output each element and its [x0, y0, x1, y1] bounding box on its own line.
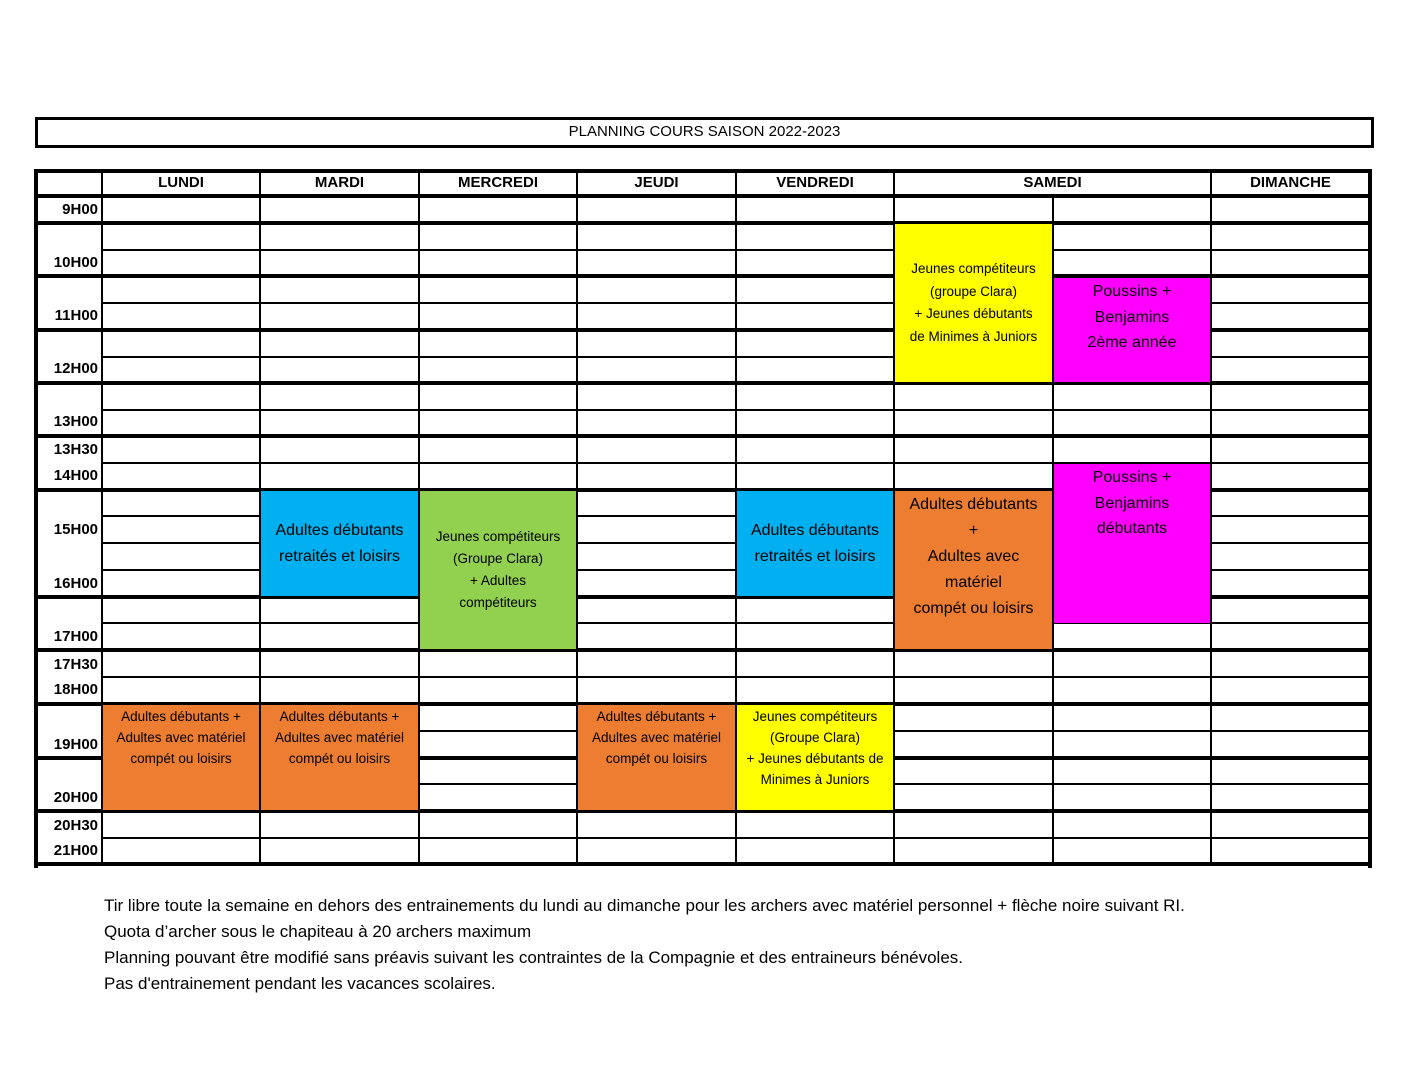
grid-cell — [894, 677, 1053, 704]
grid-cell — [736, 303, 894, 330]
grid-cell — [1053, 410, 1211, 437]
grid-cell — [102, 677, 260, 704]
class-block-text: Adultes débutants retraités et loisirs — [750, 521, 880, 565]
grid-cell — [577, 623, 736, 650]
grid-cell — [1211, 384, 1370, 410]
grid-cell — [419, 758, 577, 784]
grid-cell — [260, 330, 419, 357]
grid-cell — [419, 196, 577, 223]
class-block-text: Jeunes compétiteurs (groupe Clara) + Jeunes débutants de Minimes à Juniors — [909, 261, 1038, 344]
grid-cell — [577, 570, 736, 597]
class-block-text: Adultes débutants + Adultes avec matériel compét ou loisirs — [591, 709, 722, 766]
time-label: 11H00 — [54, 307, 98, 324]
notes-section — [104, 893, 1185, 997]
grid-cell — [577, 223, 736, 250]
note-line: Planning pouvant être modifié sans préavis suivant les contraintes de la Compagnie et des entraineurs bénévoles. — [104, 948, 964, 967]
grid-cell — [102, 543, 260, 570]
grid-cell — [419, 704, 577, 731]
grid-cell — [102, 838, 260, 864]
grid-cell — [894, 838, 1053, 864]
grid-cell — [577, 303, 736, 330]
grid-cell — [260, 384, 419, 410]
class-block-text: Poussins + Benjamins 2ème année — [1087, 283, 1177, 351]
grid-cell — [102, 277, 260, 303]
class-block-samedi — [894, 223, 1053, 383]
grid-cell — [736, 357, 894, 384]
class-block-text: Adultes débutants + Adultes avec matériel compét ou loisirs — [274, 709, 405, 766]
time-label: 16H00 — [53, 575, 98, 592]
grid-cell — [102, 330, 260, 357]
grid-cell — [577, 677, 736, 704]
grid-cell — [736, 410, 894, 437]
grid-cell — [577, 196, 736, 223]
grid-cell — [577, 277, 736, 303]
class-block-vendredi — [736, 490, 894, 597]
grid-cell — [577, 250, 736, 277]
time-label: 9H00 — [62, 201, 98, 218]
grid-cell — [102, 490, 260, 516]
grid-cell — [1211, 543, 1370, 570]
grid-cell — [736, 384, 894, 410]
grid-cell — [102, 516, 260, 543]
grid-cell — [260, 303, 419, 330]
class-block-mercredi — [419, 490, 577, 650]
grid-cell — [1211, 838, 1370, 864]
grid-cell — [260, 838, 419, 864]
day-header-jeudi: JEUDI — [634, 174, 679, 191]
grid-cell — [1211, 357, 1370, 384]
grid-cell — [102, 811, 260, 838]
grid-cell — [1053, 677, 1211, 704]
class-block-lundi — [102, 704, 260, 811]
grid-cell — [419, 410, 577, 437]
grid-cell — [419, 330, 577, 357]
grid-cell — [736, 623, 894, 650]
grid-cell — [894, 811, 1053, 838]
grid-cell — [894, 650, 1053, 677]
grid-cell — [894, 437, 1053, 463]
grid-cell — [736, 196, 894, 223]
grid-cell — [260, 437, 419, 463]
class-block-text: Adultes débutants + Adultes avec matériel compét ou loisirs — [116, 709, 246, 766]
class-block-text: Poussins + Benjamins débutants — [1092, 469, 1172, 537]
grid-cell — [577, 543, 736, 570]
grid-cell — [102, 303, 260, 330]
grid-cell — [577, 437, 736, 463]
grid-cell — [260, 357, 419, 384]
day-header-vendredi: VENDREDI — [776, 174, 854, 191]
grid-cell — [102, 463, 260, 490]
day-header-mardi: MARDI — [314, 174, 365, 191]
class-block-samedi — [1053, 277, 1211, 383]
grid-cell — [1211, 463, 1370, 490]
time-label: 17H00 — [53, 628, 98, 645]
grid-cell — [419, 357, 577, 384]
grid-cell — [102, 384, 260, 410]
grid-cell — [419, 838, 577, 864]
grid-cell — [1211, 516, 1370, 543]
class-block-text: Jeunes compétiteurs (Groupe Clara) + Jeunes débutants de Minimes à Juniors — [746, 709, 884, 787]
grid-cell — [1053, 811, 1211, 838]
grid-cell — [1211, 303, 1370, 330]
day-header-samedi: SAMEDI — [1023, 174, 1082, 191]
class-block-samedi — [894, 490, 1053, 650]
grid-cell — [102, 357, 260, 384]
row-separator — [34, 434, 1372, 438]
note-line: Pas d'entrainement pendant les vacances scolaires. — [104, 974, 496, 993]
grid-cell — [1211, 250, 1370, 277]
grid-cell — [577, 597, 736, 623]
day-header-mercredi: MERCREDI — [457, 174, 538, 191]
time-label: 15H00 — [53, 521, 98, 538]
time-label: 20H30 — [53, 817, 98, 834]
grid-cell — [102, 437, 260, 463]
class-block-vendredi — [736, 704, 894, 811]
grid-cell — [260, 463, 419, 490]
grid-cell — [577, 330, 736, 357]
grid-cell — [577, 384, 736, 410]
grid-cell — [419, 811, 577, 838]
grid-cell — [419, 731, 577, 758]
grid-cell — [736, 463, 894, 490]
class-block-mardi — [260, 704, 419, 811]
grid-cell — [1053, 731, 1211, 758]
grid-cell — [419, 250, 577, 277]
grid-cell — [102, 196, 260, 223]
day-header-lundi: LUNDI — [158, 174, 204, 191]
grid-cell — [419, 650, 577, 677]
grid-cell — [260, 277, 419, 303]
grid-cell — [102, 650, 260, 677]
grid-cell — [1053, 250, 1211, 277]
grid-cell — [577, 811, 736, 838]
row-separator — [34, 648, 1372, 652]
grid-cell — [736, 650, 894, 677]
grid-cell — [736, 330, 894, 357]
grid-cell — [894, 758, 1053, 784]
grid-cell — [102, 623, 260, 650]
grid-cell — [1053, 704, 1211, 731]
grid-cell — [1053, 223, 1211, 250]
grid-cell — [1211, 784, 1370, 811]
time-label: 20H00 — [53, 789, 98, 806]
grid-cell — [1211, 677, 1370, 704]
grid-cell — [1053, 784, 1211, 811]
grid-cell — [419, 384, 577, 410]
time-label: 19H00 — [53, 736, 98, 753]
grid-cell — [1211, 330, 1370, 357]
grid-cell — [260, 410, 419, 437]
grid-cell — [102, 223, 260, 250]
time-label: 10H00 — [53, 254, 98, 271]
grid-cell — [260, 250, 419, 277]
grid-cell — [1053, 384, 1211, 410]
grid-cell — [1053, 650, 1211, 677]
grid-cell — [577, 410, 736, 437]
grid-cell — [894, 384, 1053, 410]
grid-cell — [1211, 704, 1370, 731]
time-label: 18H00 — [53, 681, 98, 698]
grid-cell — [577, 357, 736, 384]
grid-cell — [736, 277, 894, 303]
grid-cell — [894, 463, 1053, 490]
grid-cell — [102, 570, 260, 597]
grid-cell — [260, 196, 419, 223]
grid-cell — [260, 623, 419, 650]
note-line: Quota d’archer sous le chapiteau à 20 archers maximum — [104, 922, 532, 941]
grid-cell — [1211, 410, 1370, 437]
row-separator — [34, 221, 1372, 225]
row-separator — [34, 862, 1372, 866]
grid-cell — [1211, 811, 1370, 838]
day-header-dimanche: DIMANCHE — [1250, 174, 1331, 191]
grid-cell — [1211, 650, 1370, 677]
grid-cell — [736, 223, 894, 250]
class-block-jeudi — [577, 704, 736, 811]
grid-cell — [736, 250, 894, 277]
note-line: Tir libre toute la semaine en dehors des entrainements du lundi au dimanche pour les archers avec matériel personnel + flèche noire suivant RI. — [104, 896, 1185, 915]
grid-cell — [1211, 570, 1370, 597]
grid-cell — [894, 410, 1053, 437]
time-label: 12H00 — [53, 360, 98, 377]
grid-cell — [1053, 758, 1211, 784]
grid-cell — [577, 490, 736, 516]
grid-cell — [577, 516, 736, 543]
grid-cell — [577, 650, 736, 677]
grid-cell — [419, 463, 577, 490]
grid-cell — [102, 410, 260, 437]
row-separator — [34, 169, 1372, 173]
grid-cell — [1053, 838, 1211, 864]
grid-cell — [260, 597, 419, 623]
grid-cell — [260, 650, 419, 677]
time-label: 13H30 — [53, 441, 98, 458]
grid-cell — [260, 677, 419, 704]
class-block-text: Adultes débutants + Adultes avec matériel compét ou loisirs — [909, 496, 1038, 617]
grid-cell — [419, 223, 577, 250]
grid-cell — [1211, 196, 1370, 223]
grid-cell — [736, 597, 894, 623]
class-block-text: Jeunes compétiteurs (Groupe Clara) + Adultes compétiteurs — [435, 529, 561, 610]
grid-cell — [102, 597, 260, 623]
grid-cell — [736, 437, 894, 463]
grid-cell — [1211, 597, 1370, 623]
grid-cell — [894, 784, 1053, 811]
planning-title: PLANNING COURS SAISON 2022-2023 — [568, 123, 841, 140]
class-block-text: Adultes débutants retraités et loisirs — [275, 521, 404, 565]
time-label: 14H00 — [53, 467, 98, 484]
grid-cell — [894, 731, 1053, 758]
grid-cell — [736, 677, 894, 704]
grid-cell — [1211, 277, 1370, 303]
grid-cell — [1211, 623, 1370, 650]
grid-cell — [419, 303, 577, 330]
grid-cell — [419, 437, 577, 463]
class-block-mardi — [260, 490, 419, 597]
grid-cell — [1211, 490, 1370, 516]
grid-cell — [260, 811, 419, 838]
row-separator — [34, 194, 1372, 198]
grid-cell — [1211, 731, 1370, 758]
grid-cell — [736, 811, 894, 838]
time-label: 13H00 — [53, 413, 98, 430]
grid-cell — [577, 463, 736, 490]
grid-cell — [1053, 196, 1211, 223]
grid-cell — [1053, 623, 1211, 650]
grid-cell — [102, 250, 260, 277]
time-label: 17H30 — [53, 656, 98, 673]
grid-cell — [260, 223, 419, 250]
time-label: 21H00 — [53, 842, 98, 859]
grid-cell — [419, 784, 577, 811]
grid-cell — [894, 196, 1053, 223]
grid-cell — [1211, 437, 1370, 463]
class-block-samedi — [1053, 463, 1211, 624]
grid-cell — [1053, 437, 1211, 463]
grid-cell — [1211, 758, 1370, 784]
grid-cell — [1211, 223, 1370, 250]
grid-cell — [736, 838, 894, 864]
grid-cell — [577, 838, 736, 864]
grid-cell — [894, 704, 1053, 731]
grid-cell — [419, 277, 577, 303]
grid-cell — [419, 677, 577, 704]
